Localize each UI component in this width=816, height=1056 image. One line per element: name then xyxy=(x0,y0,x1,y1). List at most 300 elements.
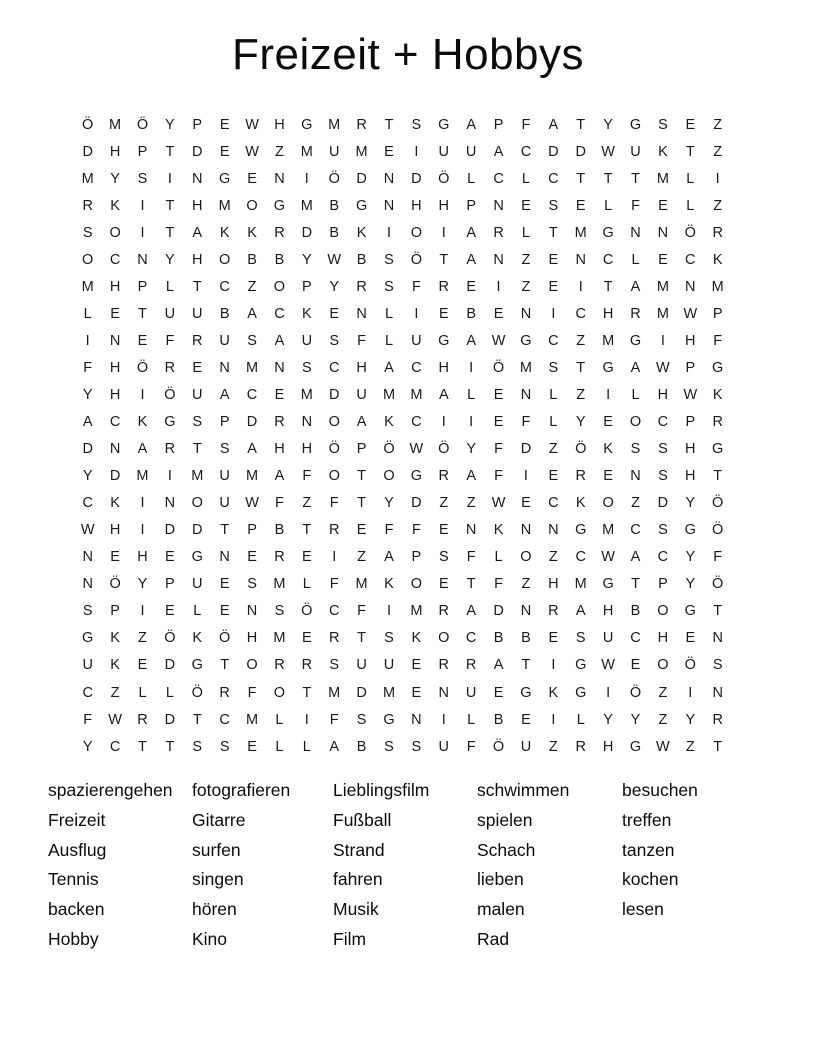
grid-letter: H xyxy=(356,359,367,376)
grid-letter: B xyxy=(630,603,641,620)
word-list-item: surfen xyxy=(192,839,241,860)
grid-letter: C xyxy=(411,414,422,431)
grid-letter: F xyxy=(713,549,723,566)
grid-letter: W xyxy=(601,143,615,160)
grid-letter: E xyxy=(630,657,641,674)
grid-letter: T xyxy=(302,684,312,701)
grid-letter: O xyxy=(328,414,340,431)
grid-letter: T xyxy=(713,603,723,620)
grid-letter: R xyxy=(219,684,230,701)
grid-letter: P xyxy=(165,576,175,593)
word-list-item: fotografieren xyxy=(192,780,291,800)
grid-letter: E xyxy=(521,495,531,512)
grid-letter: T xyxy=(357,468,367,485)
grid-letter: O xyxy=(520,549,532,566)
grid-letter: E xyxy=(575,197,586,214)
grid-letter: A xyxy=(247,441,257,458)
grid-letter: L xyxy=(686,170,695,187)
grid-letter: Ö xyxy=(109,576,121,593)
grid-letter: F xyxy=(494,576,503,593)
grid-letter: R xyxy=(164,441,176,458)
grid-letter: F xyxy=(411,278,421,295)
grid-letter: U xyxy=(192,386,203,403)
word-list-item: Film xyxy=(333,928,367,949)
word-list-item: spielen xyxy=(477,809,533,830)
grid-letter: U xyxy=(438,143,450,160)
grid-letter: O xyxy=(383,468,395,485)
grid-letter: S xyxy=(219,441,230,458)
grid-letter: F xyxy=(329,576,339,593)
grid-letter: E xyxy=(685,630,696,647)
grid-letter: M xyxy=(656,170,669,187)
grid-letter: H xyxy=(109,143,121,160)
grid-letter: P xyxy=(685,414,696,431)
grid-letter: K xyxy=(575,495,586,512)
grid-letter: I xyxy=(386,603,391,620)
grid-letter: Z xyxy=(247,278,257,295)
grid-letter: R xyxy=(274,224,285,241)
grid-letter: S xyxy=(658,522,668,539)
grid-letter: N xyxy=(712,684,723,701)
grid-letter: K xyxy=(110,630,120,647)
grid-letter: F xyxy=(713,332,723,349)
grid-letter: M xyxy=(218,197,231,214)
grid-letter: I xyxy=(441,414,446,431)
grid-letter: A xyxy=(82,414,93,431)
grid-letter: E xyxy=(137,332,148,349)
grid-letter: N xyxy=(274,170,285,187)
grid-letter: Y xyxy=(685,549,696,566)
grid-letter: U xyxy=(219,468,230,485)
grid-letter: H xyxy=(301,441,313,458)
grid-letter: Y xyxy=(165,116,175,133)
grid-letter: U xyxy=(438,738,450,755)
grid-letter: M xyxy=(136,468,149,485)
grid-letter: M xyxy=(81,170,94,187)
grid-letter: H xyxy=(657,386,669,403)
grid-letter: W xyxy=(491,332,506,349)
grid-letter: Z xyxy=(138,630,147,647)
grid-letter: G xyxy=(438,116,450,133)
grid-letter: C xyxy=(520,143,532,160)
grid-letter: T xyxy=(165,224,175,241)
grid-letter: Z xyxy=(713,197,723,214)
word-list-item: Musik xyxy=(333,899,379,920)
grid-letter: Ö xyxy=(629,684,642,701)
grid-letter: F xyxy=(521,414,531,431)
grid-letter: N xyxy=(383,197,395,214)
grid-letter: U xyxy=(602,630,614,647)
grid-letter: K xyxy=(219,224,230,241)
grid-letter: Z xyxy=(713,143,723,160)
word-list-item: Rad xyxy=(477,928,510,949)
grid-letter: K xyxy=(110,197,120,214)
grid-letter: H xyxy=(602,738,614,755)
grid-letter: S xyxy=(192,738,203,755)
grid-letter: S xyxy=(247,332,257,349)
grid-letter: E xyxy=(411,657,422,674)
grid-letter: I xyxy=(386,224,391,241)
grid-letter: N xyxy=(301,414,313,431)
grid-letter: S xyxy=(411,116,422,133)
grid-letter: S xyxy=(82,603,93,620)
grid-letter: T xyxy=(192,441,202,458)
grid-letter: R xyxy=(137,711,148,728)
grid-letter: R xyxy=(274,657,285,674)
grid-letter: Y xyxy=(685,495,696,512)
grid-letter: A xyxy=(466,224,476,241)
grid-letter: R xyxy=(164,359,176,376)
grid-letter: A xyxy=(630,278,641,295)
grid-letter: F xyxy=(329,495,339,512)
grid-letter: H xyxy=(548,576,559,593)
grid-letter: S xyxy=(384,251,394,268)
grid-letter: A xyxy=(493,143,504,160)
grid-letter: E xyxy=(466,278,476,295)
grid-letter: I xyxy=(167,170,172,187)
grid-letter: I xyxy=(606,684,611,701)
grid-letter: T xyxy=(302,522,312,539)
grid-letter: Y xyxy=(82,738,93,755)
grid-letter: K xyxy=(301,305,312,322)
word-list-column xyxy=(333,776,477,955)
grid-letter: M xyxy=(300,197,313,214)
grid-letter: R xyxy=(438,278,450,295)
grid-letter: Y xyxy=(301,251,312,268)
grid-letter: H xyxy=(192,251,203,268)
grid-letter: L xyxy=(138,684,147,701)
grid-letter: Y xyxy=(630,711,641,728)
grid-letter: M xyxy=(656,278,669,295)
grid-letter: P xyxy=(658,576,668,593)
grid-letter: E xyxy=(658,251,668,268)
grid-letter: E xyxy=(110,305,120,322)
grid-letter: H xyxy=(411,197,422,214)
grid-letter: A xyxy=(630,549,641,566)
grid-letter: H xyxy=(274,116,285,133)
grid-letter: A xyxy=(575,603,586,620)
grid-letter: A xyxy=(384,359,394,376)
grid-letter: O xyxy=(273,684,286,701)
grid-letter: N xyxy=(274,359,285,376)
grid-letter: I xyxy=(140,224,145,241)
grid-letter: S xyxy=(329,657,340,674)
grid-letter: G xyxy=(602,359,614,376)
grid-letter: K xyxy=(247,224,257,241)
grid-letter: Ö xyxy=(136,359,149,376)
grid-letter: R xyxy=(274,549,285,566)
grid-letter: T xyxy=(384,116,394,133)
grid-letter: M xyxy=(382,684,396,701)
grid-letter: U xyxy=(356,386,367,403)
grid-letter: L xyxy=(631,251,640,268)
grid-letter: Ö xyxy=(219,630,231,647)
grid-letter: Z xyxy=(548,441,558,458)
grid-letter: H xyxy=(109,278,121,295)
grid-letter: D xyxy=(356,684,367,701)
grid-letter: T xyxy=(165,738,175,755)
grid-letter: K xyxy=(384,414,394,431)
grid-letter: Z xyxy=(521,576,531,593)
grid-letter: Y xyxy=(82,386,93,403)
grid-letter: U xyxy=(219,495,230,512)
grid-letter: Z xyxy=(631,495,640,512)
grid-letter: E xyxy=(247,549,257,566)
grid-letter: E xyxy=(274,386,285,403)
grid-letter: Ö xyxy=(191,684,203,701)
grid-letter: S xyxy=(301,359,312,376)
grid-letter: I xyxy=(140,522,145,539)
grid-letter: T xyxy=(138,738,147,755)
grid-letter: L xyxy=(494,549,503,566)
grid-letter: T xyxy=(631,170,640,187)
grid-letter: Y xyxy=(329,278,340,295)
grid-letter: T xyxy=(713,738,723,755)
grid-letter: Z xyxy=(439,495,449,512)
grid-letter: I xyxy=(660,332,665,349)
grid-letter: T xyxy=(603,170,613,187)
grid-letter: L xyxy=(302,738,311,755)
grid-letter: L xyxy=(631,386,640,403)
grid-letter: D xyxy=(164,657,176,674)
grid-letter: E xyxy=(247,170,257,187)
grid-letter: S xyxy=(712,657,723,674)
word-list-item: Schach xyxy=(477,839,536,860)
grid-letter: E xyxy=(548,468,559,485)
grid-letter: L xyxy=(686,197,695,214)
grid-letter: Z xyxy=(576,386,586,403)
grid-letter: S xyxy=(658,441,668,458)
grid-letter: C xyxy=(575,305,586,322)
grid-letter: E xyxy=(658,197,668,214)
grid-letter: N xyxy=(246,603,258,620)
grid-letter: T xyxy=(576,170,586,187)
word-list-item: kochen xyxy=(622,869,679,890)
grid-letter: H xyxy=(685,468,696,485)
grid-letter: C xyxy=(657,414,669,431)
grid-letter: S xyxy=(575,630,586,647)
grid-letter: N xyxy=(82,549,93,566)
grid-letter: F xyxy=(83,711,93,728)
grid-letter: R xyxy=(712,414,723,431)
grid-letter: T xyxy=(603,278,613,295)
grid-letter: D xyxy=(411,495,422,512)
grid-letter: E xyxy=(384,143,394,160)
grid-letter: M xyxy=(410,603,423,620)
grid-letter: S xyxy=(329,332,340,349)
grid-letter: Ö xyxy=(438,441,450,458)
grid-letter: H xyxy=(109,386,121,403)
grid-letter: W xyxy=(491,495,506,512)
grid-letter: L xyxy=(193,603,202,620)
grid-letter: C xyxy=(109,414,121,431)
grid-letter: K xyxy=(137,414,148,431)
grid-letter: Z xyxy=(275,143,284,160)
grid-letter: E xyxy=(493,414,504,431)
grid-letter: A xyxy=(548,116,559,133)
grid-letter: Z xyxy=(685,738,695,755)
grid-letter: D xyxy=(520,441,532,458)
grid-letter: M xyxy=(245,359,259,376)
grid-letter: W xyxy=(327,251,342,268)
grid-letter: O xyxy=(410,576,423,593)
grid-letter: C xyxy=(602,251,614,268)
grid-letter: Z xyxy=(302,495,312,512)
grid-letter: N xyxy=(219,359,230,376)
grid-letter: U xyxy=(520,738,532,755)
word-list-item: Fußball xyxy=(333,809,392,830)
grid-letter: R xyxy=(712,224,723,241)
grid-letter: D xyxy=(657,495,669,512)
grid-letter: P xyxy=(110,603,120,620)
grid-letter: O xyxy=(246,197,258,214)
grid-letter: L xyxy=(165,684,174,701)
word-list-column xyxy=(477,776,622,955)
grid-letter: H xyxy=(602,603,614,620)
grid-letter: I xyxy=(606,386,611,403)
grid-letter: T xyxy=(466,576,476,593)
grid-letter: S xyxy=(630,441,641,458)
grid-letter: F xyxy=(521,116,531,133)
grid-letter: U xyxy=(219,332,230,349)
grid-letter: M xyxy=(355,143,368,160)
grid-letter: P xyxy=(466,197,476,214)
grid-letter: A xyxy=(384,549,394,566)
grid-letter: C xyxy=(657,549,669,566)
grid-letter: O xyxy=(657,603,669,620)
grid-letter: W xyxy=(245,116,259,133)
grid-letter: R xyxy=(575,468,586,485)
grid-letter: C xyxy=(548,170,559,187)
grid-letter: P xyxy=(685,359,696,376)
grid-letter: Y xyxy=(110,170,120,187)
grid-letter: H xyxy=(685,332,696,349)
grid-letter: E xyxy=(329,305,340,322)
grid-letter: T xyxy=(138,305,147,322)
grid-letter: N xyxy=(657,224,669,241)
grid-letter: D xyxy=(192,143,203,160)
grid-letter: H xyxy=(438,359,450,376)
grid-letter: W xyxy=(601,657,615,674)
grid-letter: M xyxy=(300,386,313,403)
grid-letter: R xyxy=(192,332,203,349)
grid-letter: K xyxy=(493,522,504,539)
grid-letter: H xyxy=(246,630,258,647)
grid-letter: R xyxy=(328,630,340,647)
grid-letter: I xyxy=(578,278,583,295)
grid-letter: Y xyxy=(165,251,175,268)
grid-letter: E xyxy=(493,386,504,403)
grid-letter: P xyxy=(712,305,723,322)
grid-letter: F xyxy=(466,738,476,755)
grid-letter: C xyxy=(246,386,258,403)
grid-letter: P xyxy=(356,441,367,458)
grid-letter: E xyxy=(603,414,613,431)
grid-letter: P xyxy=(219,414,230,431)
grid-letter: Z xyxy=(576,332,586,349)
grid-letter: D xyxy=(575,143,586,160)
grid-letter: M xyxy=(273,630,286,647)
grid-letter: K xyxy=(110,495,120,512)
grid-letter: M xyxy=(574,576,587,593)
word-list-item: Ausflug xyxy=(48,839,107,860)
grid-letter: W xyxy=(245,495,259,512)
grid-letter: B xyxy=(274,522,285,539)
grid-letter: C xyxy=(328,359,340,376)
grid-letter: Ö xyxy=(82,116,94,133)
grid-letter: M xyxy=(328,116,341,133)
grid-letter: L xyxy=(384,332,394,349)
grid-letter: E xyxy=(192,359,203,376)
word-list-item: schwimmen xyxy=(477,780,570,800)
grid-letter: L xyxy=(521,224,530,241)
grid-letter: G xyxy=(82,630,94,647)
grid-letter: L xyxy=(302,576,311,593)
grid-letter: A xyxy=(438,386,449,403)
grid-letter: M xyxy=(382,386,396,403)
grid-letter: L xyxy=(384,305,394,322)
grid-letter: Ö xyxy=(492,359,505,376)
grid-letter: M xyxy=(574,224,587,241)
grid-letter: F xyxy=(247,684,257,701)
grid-letter: D xyxy=(82,441,93,458)
grid-letter: R xyxy=(356,116,367,133)
word-list-item: spazierengehen xyxy=(48,780,173,800)
grid-letter: U xyxy=(192,305,203,322)
grid-letter: Z xyxy=(521,251,531,268)
grid-letter: F xyxy=(302,468,312,485)
grid-letter: I xyxy=(140,386,145,403)
grid-letter: A xyxy=(466,468,476,485)
grid-letter: N xyxy=(109,332,121,349)
grid-letter: D xyxy=(548,143,559,160)
grid-letter: C xyxy=(109,738,121,755)
grid-letter: M xyxy=(656,305,669,322)
grid-letter: G xyxy=(602,224,614,241)
grid-letter: I xyxy=(304,711,309,728)
grid-letter: Z xyxy=(110,684,120,701)
grid-letter: G xyxy=(164,414,176,431)
grid-letter: U xyxy=(630,143,641,160)
grid-letter: D xyxy=(411,170,422,187)
grid-letter: E xyxy=(219,143,230,160)
grid-letter: Z xyxy=(658,684,668,701)
grid-letter: N xyxy=(356,305,367,322)
grid-letter: T xyxy=(220,522,230,539)
grid-letter: N xyxy=(438,684,450,701)
grid-letter: F xyxy=(631,197,640,214)
grid-letter: Ö xyxy=(383,441,395,458)
grid-letter: I xyxy=(304,170,309,187)
grid-letter: C xyxy=(109,251,121,268)
grid-letter: G xyxy=(273,197,286,214)
grid-letter: A xyxy=(219,386,230,403)
word-list-column xyxy=(192,776,333,955)
grid-letter: F xyxy=(83,359,93,376)
grid-letter: A xyxy=(466,116,476,133)
grid-letter: Ö xyxy=(684,224,696,241)
grid-letter: I xyxy=(469,359,474,376)
grid-letter: O xyxy=(328,468,340,485)
grid-letter: G xyxy=(712,359,724,376)
grid-letter: Y xyxy=(82,468,93,485)
grid-letter: O xyxy=(219,251,231,268)
grid-letter: E xyxy=(548,278,559,295)
grid-letter: M xyxy=(328,684,341,701)
grid-letter: A xyxy=(356,414,367,431)
grid-letter: M xyxy=(109,116,122,133)
grid-letter: R xyxy=(438,603,450,620)
